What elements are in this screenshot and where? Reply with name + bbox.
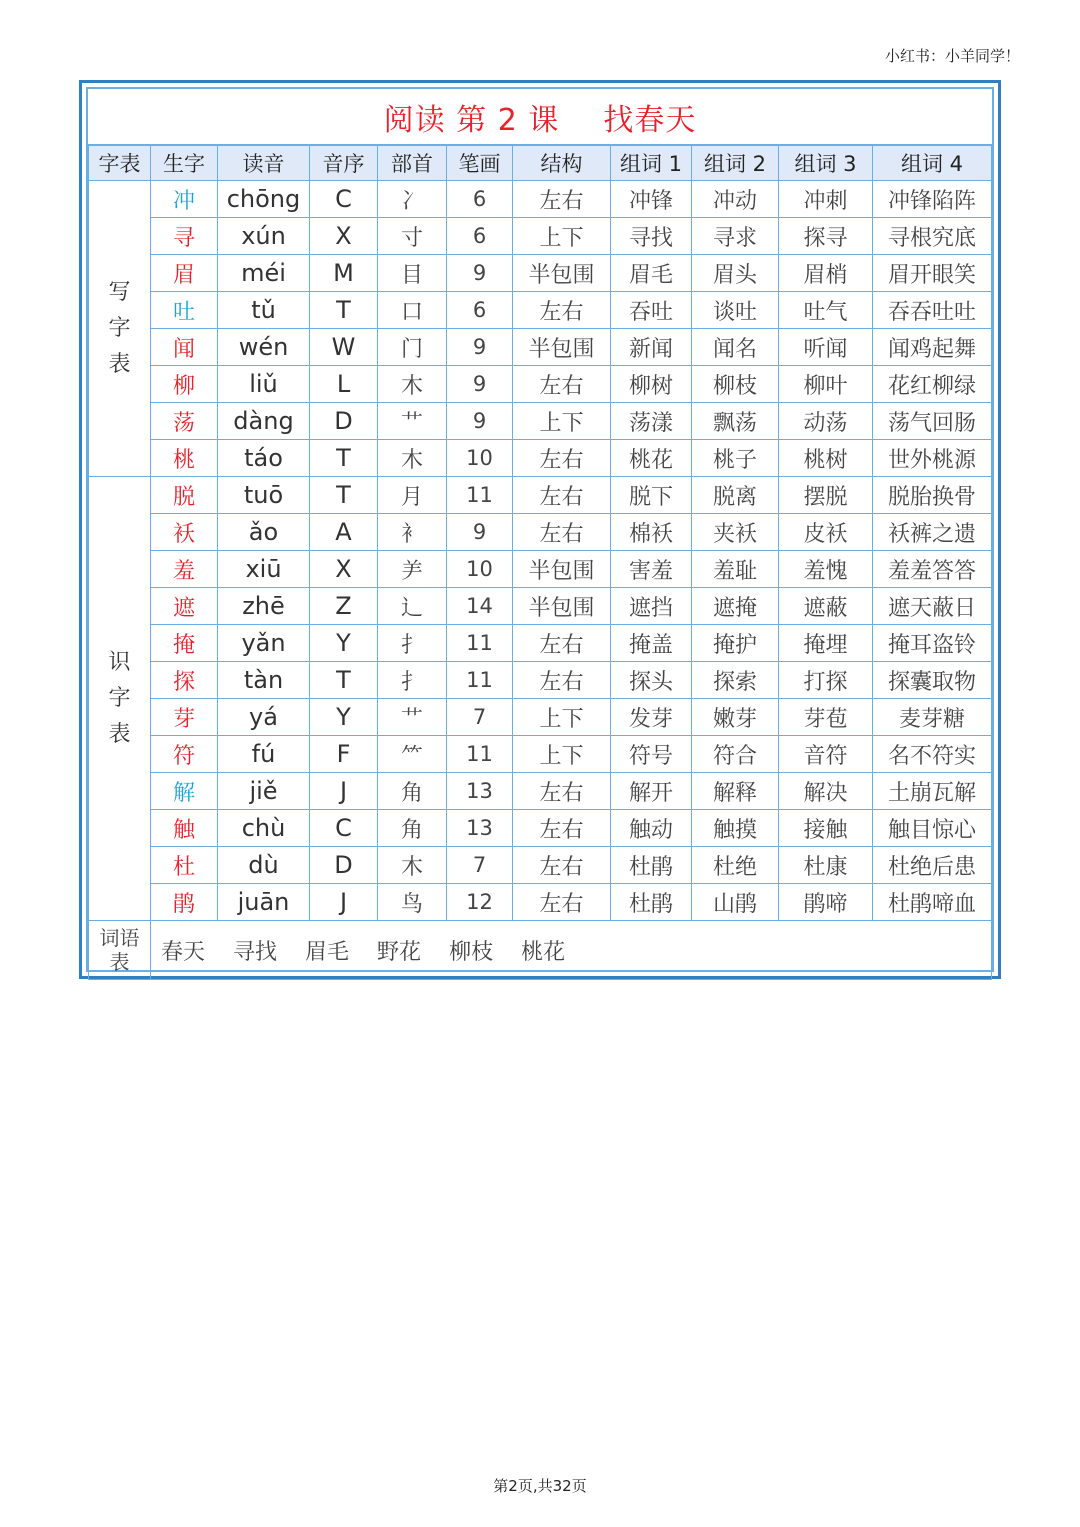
stroke-count-cell: 6 xyxy=(447,181,513,218)
stroke-count-cell: 6 xyxy=(447,292,513,329)
pinyin-cell: tuō xyxy=(218,477,310,514)
word-cell: 柳叶 xyxy=(779,366,873,403)
word-cell: 柳树 xyxy=(611,366,692,403)
word-cell: 解开 xyxy=(611,773,692,810)
word-cell: 杜绝 xyxy=(692,847,779,884)
idiom-cell: 花红柳绿 xyxy=(873,366,992,403)
column-header: 组词 3 xyxy=(779,146,873,181)
character-cell: 鹃 xyxy=(151,884,218,921)
column-header: 音序 xyxy=(310,146,378,181)
word-cell: 探索 xyxy=(692,662,779,699)
word-cell: 接触 xyxy=(779,810,873,847)
word-cell: 触摸 xyxy=(692,810,779,847)
character-cell: 冲 xyxy=(151,181,218,218)
word-cell: 桃子 xyxy=(692,440,779,477)
pinyin-cell: zhē xyxy=(218,588,310,625)
structure-cell: 左右 xyxy=(513,292,611,329)
table-row xyxy=(89,255,992,292)
structure-cell: 左右 xyxy=(513,662,611,699)
character-cell: 荡 xyxy=(151,403,218,440)
idiom-cell: 触目惊心 xyxy=(873,810,992,847)
table-row xyxy=(89,329,992,366)
pinyin-cell: dàng xyxy=(218,403,310,440)
stroke-count-cell: 11 xyxy=(447,662,513,699)
radical-cell: 扌 xyxy=(378,662,447,699)
radical-cell: 口 xyxy=(378,292,447,329)
radical-cell: 木 xyxy=(378,847,447,884)
character-cell: 杜 xyxy=(151,847,218,884)
structure-cell: 左右 xyxy=(513,847,611,884)
word-item: 野花 xyxy=(377,939,422,965)
word-cell: 打探 xyxy=(779,662,873,699)
structure-cell: 左右 xyxy=(513,514,611,551)
stroke-count-cell: 11 xyxy=(447,477,513,514)
initial-letter-cell: X xyxy=(310,551,378,588)
initial-letter-cell: Y xyxy=(310,625,378,662)
word-cell: 听闻 xyxy=(779,329,873,366)
radical-cell: 月 xyxy=(378,477,447,514)
initial-letter-cell: C xyxy=(310,181,378,218)
pinyin-cell: xún xyxy=(218,218,310,255)
word-cell: 杜鹃 xyxy=(611,847,692,884)
word-item: 眉毛 xyxy=(305,939,350,965)
character-cell: 柳 xyxy=(151,366,218,403)
character-cell: 掩 xyxy=(151,625,218,662)
table-row xyxy=(89,403,992,440)
word-cell: 新闻 xyxy=(611,329,692,366)
column-header: 读音 xyxy=(218,146,310,181)
stroke-count-cell: 9 xyxy=(447,329,513,366)
character-cell: 闻 xyxy=(151,329,218,366)
structure-cell: 半包围 xyxy=(513,329,611,366)
initial-letter-cell: J xyxy=(310,884,378,921)
word-cell: 遮掩 xyxy=(692,588,779,625)
word-cell: 杜鹃 xyxy=(611,884,692,921)
radical-cell: 木 xyxy=(378,366,447,403)
table-row xyxy=(89,847,992,884)
word-cell: 触动 xyxy=(611,810,692,847)
idiom-cell: 荡气回肠 xyxy=(873,403,992,440)
table-row xyxy=(89,884,992,921)
structure-cell: 半包围 xyxy=(513,551,611,588)
table-row xyxy=(89,551,992,588)
character-cell: 吐 xyxy=(151,292,218,329)
word-cell: 冲锋 xyxy=(611,181,692,218)
structure-cell: 左右 xyxy=(513,440,611,477)
idiom-cell: 吞吞吐吐 xyxy=(873,292,992,329)
radical-cell: ⺶ xyxy=(378,551,447,588)
idiom-cell: 脱胎换骨 xyxy=(873,477,992,514)
word-item: 春天 xyxy=(161,939,206,965)
word-cell: 桃花 xyxy=(611,440,692,477)
initial-letter-cell: C xyxy=(310,810,378,847)
word-cell: 鹃啼 xyxy=(779,884,873,921)
character-cell: 符 xyxy=(151,736,218,773)
initial-letter-cell: F xyxy=(310,736,378,773)
word-list-label: 词语 表 xyxy=(89,921,151,980)
word-cell: 符号 xyxy=(611,736,692,773)
word-cell: 探寻 xyxy=(779,218,873,255)
idiom-cell: 世外桃源 xyxy=(873,440,992,477)
idiom-cell: 羞羞答答 xyxy=(873,551,992,588)
word-cell: 柳枝 xyxy=(692,366,779,403)
pinyin-cell: fú xyxy=(218,736,310,773)
word-cell: 吞吐 xyxy=(611,292,692,329)
stroke-count-cell: 7 xyxy=(447,847,513,884)
structure-cell: 半包围 xyxy=(513,588,611,625)
word-cell: 寻找 xyxy=(611,218,692,255)
word-cell: 飘荡 xyxy=(692,403,779,440)
column-header: 结构 xyxy=(513,146,611,181)
initial-letter-cell: X xyxy=(310,218,378,255)
character-table xyxy=(88,145,992,980)
stroke-count-cell: 14 xyxy=(447,588,513,625)
structure-cell: 左右 xyxy=(513,773,611,810)
pinyin-cell: ǎo xyxy=(218,514,310,551)
character-cell: 眉 xyxy=(151,255,218,292)
header-row xyxy=(89,146,992,181)
initial-letter-cell: T xyxy=(310,440,378,477)
initial-letter-cell: T xyxy=(310,662,378,699)
radical-cell: 目 xyxy=(378,255,447,292)
structure-cell: 左右 xyxy=(513,625,611,662)
character-cell: 触 xyxy=(151,810,218,847)
structure-cell: 上下 xyxy=(513,403,611,440)
initial-letter-cell: Z xyxy=(310,588,378,625)
radical-cell: 门 xyxy=(378,329,447,366)
word-cell: 脱下 xyxy=(611,477,692,514)
initial-letter-cell: D xyxy=(310,847,378,884)
table-row xyxy=(89,662,992,699)
character-cell: 羞 xyxy=(151,551,218,588)
word-cell: 羞愧 xyxy=(779,551,873,588)
stroke-count-cell: 9 xyxy=(447,403,513,440)
initial-letter-cell: T xyxy=(310,477,378,514)
word-cell: 脱离 xyxy=(692,477,779,514)
word-cell: 解释 xyxy=(692,773,779,810)
idiom-cell: 眉开眼笑 xyxy=(873,255,992,292)
radical-cell: 辶 xyxy=(378,588,447,625)
lesson-table-frame xyxy=(79,80,1001,979)
pinyin-cell: táo xyxy=(218,440,310,477)
word-cell: 皮袄 xyxy=(779,514,873,551)
page-number: 第2页,共32页 xyxy=(493,1477,587,1495)
word-cell: 掩埋 xyxy=(779,625,873,662)
column-header: 部首 xyxy=(378,146,447,181)
initial-letter-cell: W xyxy=(310,329,378,366)
character-cell: 遮 xyxy=(151,588,218,625)
initial-letter-cell: T xyxy=(310,292,378,329)
word-cell: 桃树 xyxy=(779,440,873,477)
word-cell: 解决 xyxy=(779,773,873,810)
stroke-count-cell: 9 xyxy=(447,366,513,403)
idiom-cell: 冲锋陷阵 xyxy=(873,181,992,218)
column-header: 组词 4 xyxy=(873,146,992,181)
table-row xyxy=(89,440,992,477)
initial-letter-cell: J xyxy=(310,773,378,810)
structure-cell: 上下 xyxy=(513,218,611,255)
word-cell: 发芽 xyxy=(611,699,692,736)
table-row xyxy=(89,699,992,736)
section-label: 写 字 表 xyxy=(89,181,151,477)
initial-letter-cell: L xyxy=(310,366,378,403)
word-cell: 摆脱 xyxy=(779,477,873,514)
table-row xyxy=(89,292,992,329)
radical-cell: 寸 xyxy=(378,218,447,255)
table-row xyxy=(89,366,992,403)
idiom-cell: 探囊取物 xyxy=(873,662,992,699)
word-cell: 闻名 xyxy=(692,329,779,366)
word-cell: 眉毛 xyxy=(611,255,692,292)
structure-cell: 左右 xyxy=(513,181,611,218)
character-cell: 寻 xyxy=(151,218,218,255)
radical-cell: 木 xyxy=(378,440,447,477)
radical-cell: 艹 xyxy=(378,699,447,736)
word-cell: 掩护 xyxy=(692,625,779,662)
radical-cell: 鸟 xyxy=(378,884,447,921)
pinyin-cell: chōng xyxy=(218,181,310,218)
table-row xyxy=(89,588,992,625)
table-row xyxy=(89,218,992,255)
pinyin-cell: tǔ xyxy=(218,292,310,329)
word-cell: 眉梢 xyxy=(779,255,873,292)
pinyin-cell: jiě xyxy=(218,773,310,810)
table-row xyxy=(89,514,992,551)
character-cell: 芽 xyxy=(151,699,218,736)
stroke-count-cell: 11 xyxy=(447,736,513,773)
pinyin-cell: tàn xyxy=(218,662,310,699)
radical-cell: 衤 xyxy=(378,514,447,551)
word-list-row xyxy=(89,921,992,980)
pinyin-cell: chù xyxy=(218,810,310,847)
lesson-title xyxy=(88,89,992,145)
idiom-cell: 名不符实 xyxy=(873,736,992,773)
word-cell: 冲刺 xyxy=(779,181,873,218)
idiom-cell: 寻根究底 xyxy=(873,218,992,255)
idiom-cell: 袄裤之遗 xyxy=(873,514,992,551)
stroke-count-cell: 9 xyxy=(447,255,513,292)
word-cell: 荡漾 xyxy=(611,403,692,440)
word-cell: 遮蔽 xyxy=(779,588,873,625)
pinyin-cell: liǔ xyxy=(218,366,310,403)
word-cell: 音符 xyxy=(779,736,873,773)
lesson-name: 找春天 xyxy=(603,102,697,138)
word-cell: 动荡 xyxy=(779,403,873,440)
structure-cell: 左右 xyxy=(513,810,611,847)
pinyin-cell: xiū xyxy=(218,551,310,588)
initial-letter-cell: Y xyxy=(310,699,378,736)
character-cell: 解 xyxy=(151,773,218,810)
character-cell: 桃 xyxy=(151,440,218,477)
word-cell: 芽苞 xyxy=(779,699,873,736)
character-cell: 袄 xyxy=(151,514,218,551)
word-cell: 眉头 xyxy=(692,255,779,292)
word-cell: 符合 xyxy=(692,736,779,773)
stroke-count-cell: 10 xyxy=(447,551,513,588)
idiom-cell: 掩耳盗铃 xyxy=(873,625,992,662)
word-cell: 谈吐 xyxy=(692,292,779,329)
word-cell: 嫩芽 xyxy=(692,699,779,736)
lesson-number: 阅读 第 2 课 xyxy=(383,102,560,138)
stroke-count-cell: 6 xyxy=(447,218,513,255)
initial-letter-cell: D xyxy=(310,403,378,440)
word-cell: 夹袄 xyxy=(692,514,779,551)
pinyin-cell: dù xyxy=(218,847,310,884)
initial-letter-cell: A xyxy=(310,514,378,551)
radical-cell: 角 xyxy=(378,773,447,810)
stroke-count-cell: 10 xyxy=(447,440,513,477)
structure-cell: 左右 xyxy=(513,477,611,514)
character-cell: 脱 xyxy=(151,477,218,514)
idiom-cell: 闻鸡起舞 xyxy=(873,329,992,366)
lesson-table-inner xyxy=(86,87,994,972)
radical-cell: 冫 xyxy=(378,181,447,218)
structure-cell: 半包围 xyxy=(513,255,611,292)
structure-cell: 上下 xyxy=(513,699,611,736)
stroke-count-cell: 7 xyxy=(447,699,513,736)
column-header: 组词 2 xyxy=(692,146,779,181)
stroke-count-cell: 9 xyxy=(447,514,513,551)
column-header: 生字 xyxy=(151,146,218,181)
word-cell: 杜康 xyxy=(779,847,873,884)
word-item: 寻找 xyxy=(233,939,278,965)
radical-cell: 艹 xyxy=(378,403,447,440)
stroke-count-cell: 11 xyxy=(447,625,513,662)
idiom-cell: 遮天蔽日 xyxy=(873,588,992,625)
structure-cell: 左右 xyxy=(513,366,611,403)
word-item: 柳枝 xyxy=(449,939,494,965)
radical-cell: ⺮ xyxy=(378,736,447,773)
idiom-cell: 杜鹃啼血 xyxy=(873,884,992,921)
word-cell: 寻求 xyxy=(692,218,779,255)
word-cell: 冲动 xyxy=(692,181,779,218)
section-label: 识 字 表 xyxy=(89,477,151,921)
word-cell: 害羞 xyxy=(611,551,692,588)
initial-letter-cell: M xyxy=(310,255,378,292)
table-row xyxy=(89,625,992,662)
pinyin-cell: juān xyxy=(218,884,310,921)
word-cell: 探头 xyxy=(611,662,692,699)
structure-cell: 上下 xyxy=(513,736,611,773)
pinyin-cell: yǎn xyxy=(218,625,310,662)
column-header: 组词 1 xyxy=(611,146,692,181)
table-row xyxy=(89,773,992,810)
word-list xyxy=(151,921,992,980)
table-row xyxy=(89,736,992,773)
idiom-cell: 杜绝后患 xyxy=(873,847,992,884)
pinyin-cell: yá xyxy=(218,699,310,736)
stroke-count-cell: 12 xyxy=(447,884,513,921)
radical-cell: 角 xyxy=(378,810,447,847)
pinyin-cell: wén xyxy=(218,329,310,366)
column-header: 笔画 xyxy=(447,146,513,181)
watermark-text: 小红书：小羊同学！ xyxy=(884,47,1020,65)
table-row xyxy=(89,810,992,847)
structure-cell: 左右 xyxy=(513,884,611,921)
stroke-count-cell: 13 xyxy=(447,773,513,810)
table-row xyxy=(89,181,992,218)
idiom-cell: 土崩瓦解 xyxy=(873,773,992,810)
word-cell: 吐气 xyxy=(779,292,873,329)
word-item: 桃花 xyxy=(521,939,566,965)
table-row xyxy=(89,477,992,514)
radical-cell: 扌 xyxy=(378,625,447,662)
word-cell: 遮挡 xyxy=(611,588,692,625)
word-cell: 棉袄 xyxy=(611,514,692,551)
character-cell: 探 xyxy=(151,662,218,699)
idiom-cell: 麦芽糖 xyxy=(873,699,992,736)
column-header: 字表 xyxy=(89,146,151,181)
stroke-count-cell: 13 xyxy=(447,810,513,847)
word-cell: 山鹃 xyxy=(692,884,779,921)
word-cell: 羞耻 xyxy=(692,551,779,588)
word-cell: 掩盖 xyxy=(611,625,692,662)
pinyin-cell: méi xyxy=(218,255,310,292)
